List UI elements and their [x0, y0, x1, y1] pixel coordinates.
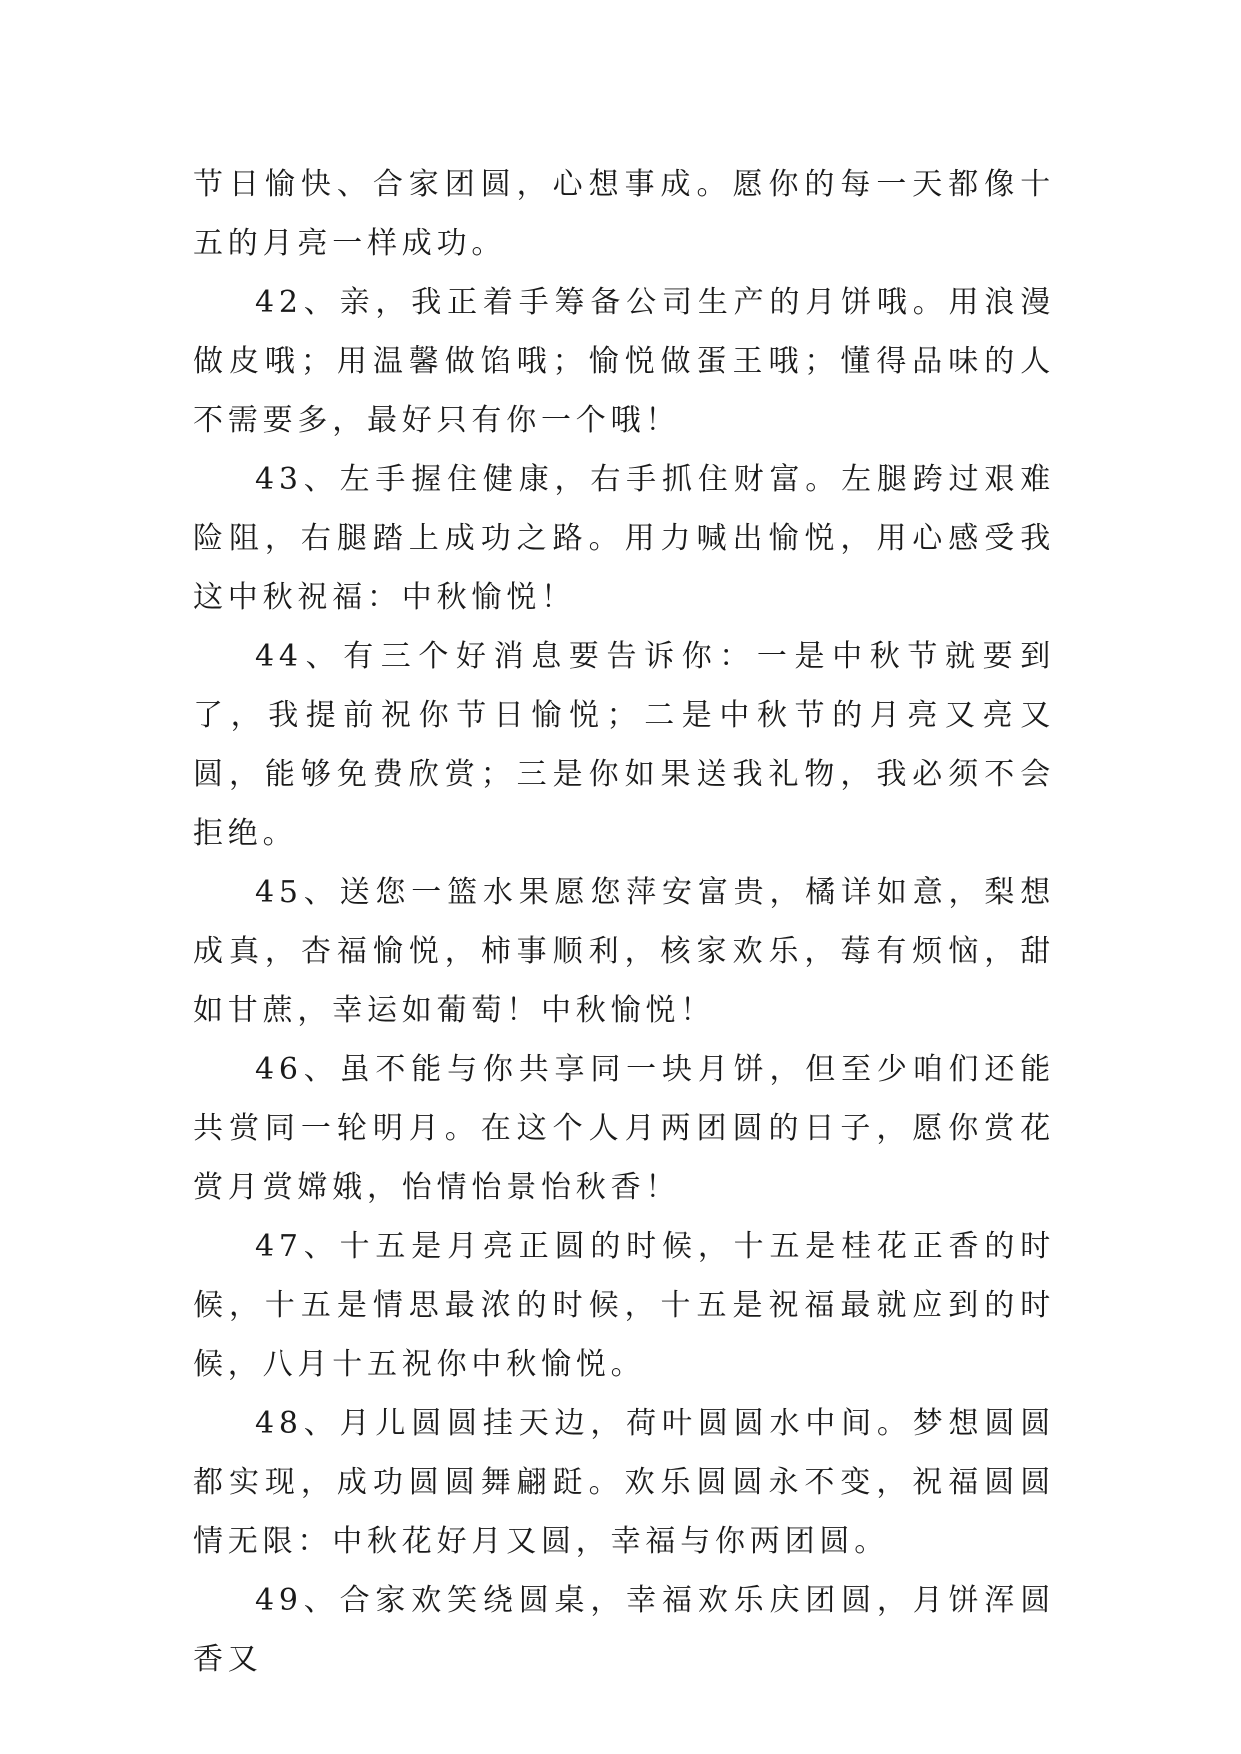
paragraph-42: 42、亲，我正着手筹备公司生产的月饼哦。用浪漫做皮哦；用温馨做馅哦；愉悦做蛋王哦；懂得品味的人不需要多，最好只有你一个哦！	[193, 285, 1055, 438]
paragraph-45: 45、送您一篮水果愿您萍安富贵，橘详如意，梨想成真，杏福愉悦，柿事顺利，核家欢乐，莓有烦恼，甜如甘蔗，幸运如葡萄！中秋愉悦！	[193, 875, 1055, 1028]
paragraph-47: 47、十五是月亮正圆的时候，十五是桂花正香的时候，十五是情思最浓的时候，十五是祝福最就应到的时候，八月十五祝你中秋愉悦。	[193, 1229, 1055, 1382]
document-page	[193, 155, 1055, 1689]
paragraph-49: 49、合家欢笑绕圆桌，幸福欢乐庆团圆，月饼浑圆香又	[193, 1583, 1055, 1677]
paragraph-43: 43、左手握住健康，右手抓住财富。左腿跨过艰难险阻，右腿踏上成功之路。用力喊出愉悦，用心感受我这中秋祝福：中秋愉悦！	[193, 462, 1055, 615]
paragraph-46: 46、虽不能与你共享同一块月饼，但至少咱们还能共赏同一轮明月。在这个人月两团圆的日子，愿你赏花赏月赏嫦娥，怡情怡景怡秋香！	[193, 1052, 1055, 1205]
paragraph-44: 44、有三个好消息要告诉你：一是中秋节就要到了，我提前祝你节日愉悦；二是中秋节的月亮又亮又圆，能够免费欣赏；三是你如果送我礼物，我必须不会拒绝。	[193, 639, 1055, 851]
paragraph-41-continued: 节日愉快、合家团圆，心想事成。愿你的每一天都像十五的月亮一样成功。	[193, 167, 1055, 261]
paragraph-48: 48、月儿圆圆挂天边，荷叶圆圆水中间。梦想圆圆都实现，成功圆圆舞翩跹。欢乐圆圆永不变，祝福圆圆情无限：中秋花好月又圆，幸福与你两团圆。	[193, 1406, 1055, 1559]
